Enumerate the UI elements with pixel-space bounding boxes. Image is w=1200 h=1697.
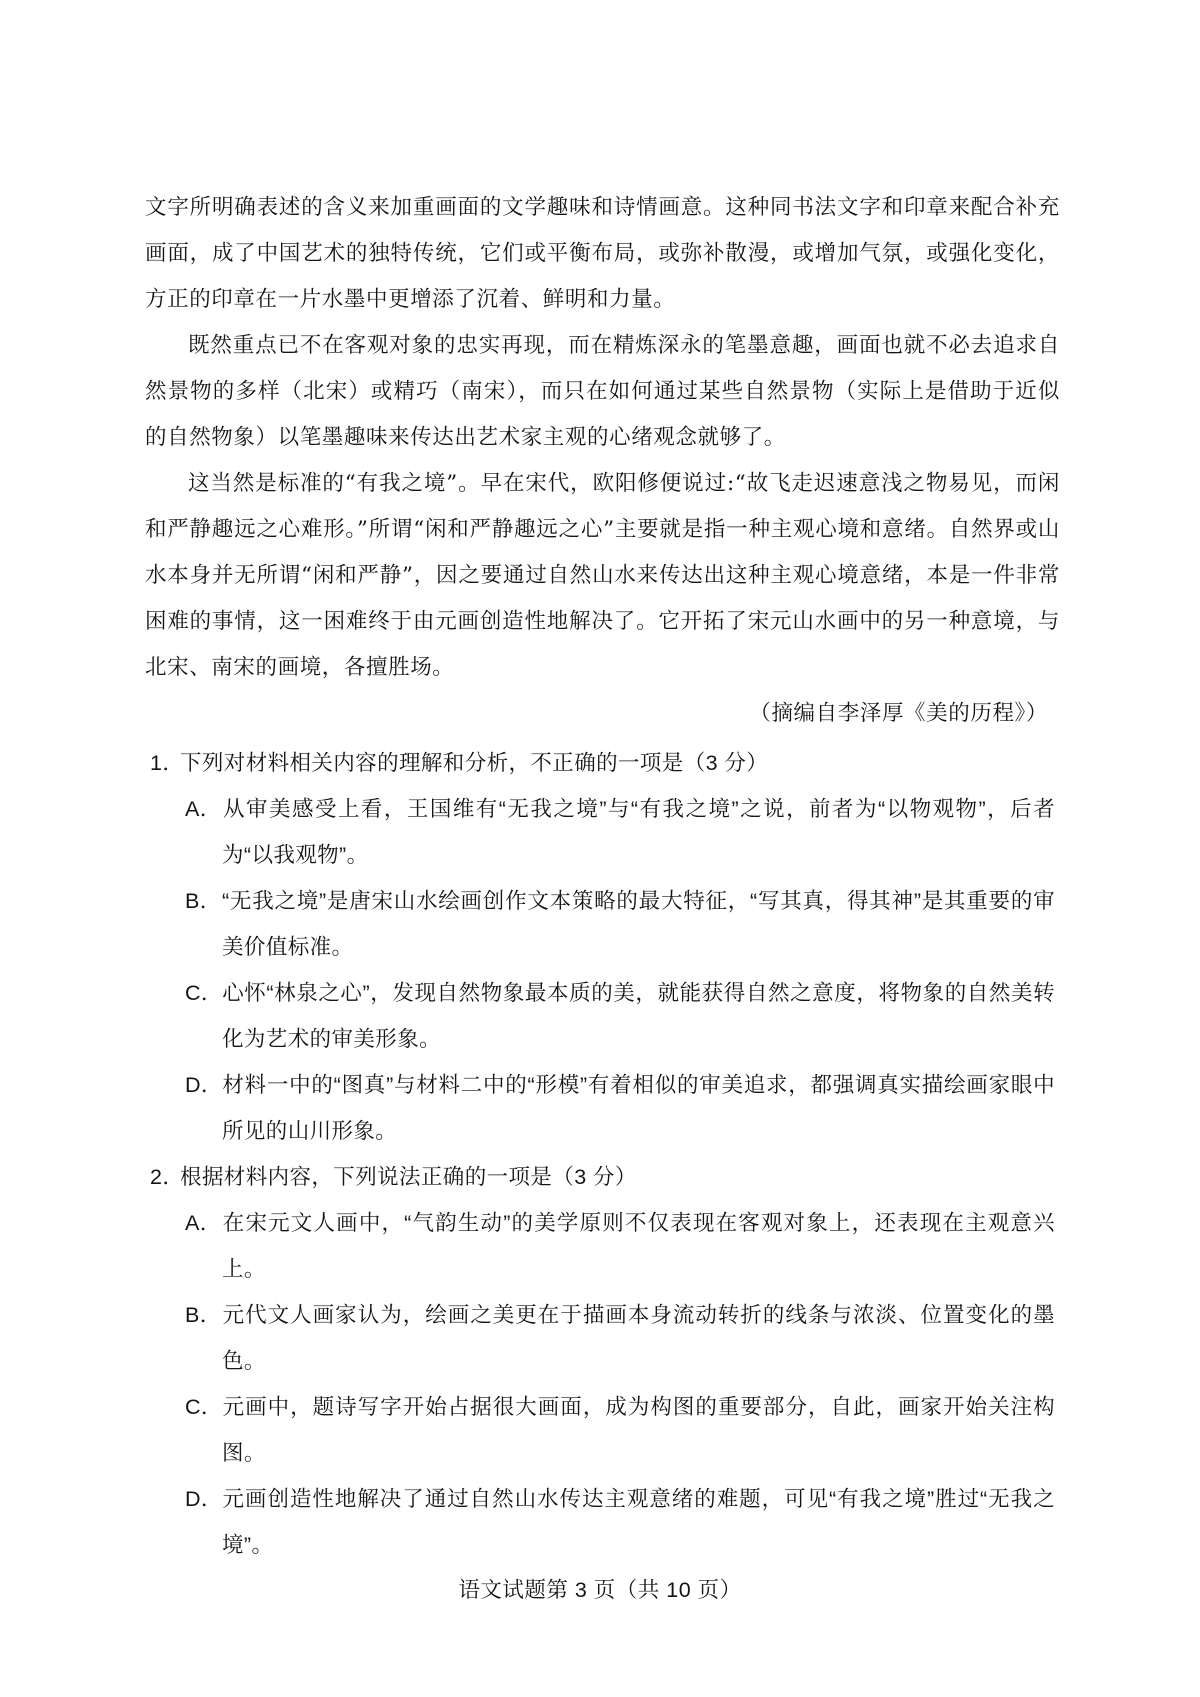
question-stem — [150, 740, 1055, 786]
option-text: 元画创造性地解决了通过自然山水传达主观意绪的难题，可见“有我之境”胜过“无我之境”。 — [222, 1487, 1055, 1557]
option-d[interactable] — [150, 1062, 1055, 1154]
option-text: 从审美感受上看，王国维有“无我之境”与“有我之境”之说，前者为“以物观物”，后者为“以我观物”。 — [222, 797, 1055, 867]
question-2 — [150, 1154, 1055, 1568]
option-c[interactable] — [150, 1384, 1055, 1476]
option-text: 心怀“林泉之心”，发现自然物象最本质的美，就能获得自然之意度，将物象的自然美转化为艺术的审美形象。 — [222, 981, 1055, 1051]
option-letter: B． — [185, 1303, 222, 1327]
page-footer: 语文试题第 3 页（共 10 页） — [458, 1578, 742, 1602]
option-letter: A． — [185, 797, 222, 821]
reading-passage — [145, 185, 1060, 737]
option-letter: B． — [185, 889, 222, 913]
question-text: 根据材料内容，下列说法正确的一项是（3 分） — [180, 1165, 637, 1189]
option-letter: C． — [185, 1395, 223, 1419]
option-text: 材料一中的“图真”与材料二中的“形模”有着相似的审美追求，都强调真实描绘画家眼中所见的山川形象。 — [222, 1073, 1055, 1143]
option-b[interactable] — [150, 878, 1055, 970]
option-letter: A． — [185, 1211, 222, 1235]
option-a[interactable] — [150, 786, 1055, 878]
option-letter: D． — [185, 1487, 223, 1511]
option-c[interactable] — [150, 970, 1055, 1062]
option-text: “无我之境”是唐宋山水绘画创作文本策略的最大特征，“写其真，得其神”是其重要的审美价值标准。 — [222, 889, 1055, 959]
question-1 — [150, 740, 1055, 1154]
question-number: 2． — [150, 1165, 185, 1189]
passage-paragraph-3: 这当然是标准的“有我之境”。早在宋代，欧阳修便说过:“故飞走迟速意浅之物易见，而闲和严静趣远之心难形。”所谓“闲和严静趣远之心”主要就是指一种主观心境和意绪。自然界或山水本身并无所谓“闲和严静”，因之要通过自然山水来传达出这种主观心境意绪，本是一件非常困难的事情，这一困难终于由元画创造性地解决了。它开拓了宋元山水画中的另一种意境，与北宋、南宋的画境，各擅胜场。 — [145, 471, 1060, 680]
option-d[interactable] — [150, 1476, 1055, 1568]
question-number: 1． — [150, 751, 185, 775]
question-stem — [150, 1154, 1055, 1200]
option-text: 元画中，题诗写字开始占据很大画面，成为构图的重要部分，自此，画家开始关注构图。 — [222, 1395, 1055, 1465]
option-letter: D． — [185, 1073, 223, 1097]
passage-paragraph-1: 文字所明确表述的含义来加重画面的文学趣味和诗情画意。这种同书法文字和印章来配合补充画面，成了中国艺术的独特传统，它们或平衡布局，或弥补散漫，或增加气氛，或强化变化，方正的印章在一片水墨中更增添了沉着、鲜明和力量。 — [145, 195, 1060, 312]
passage-paragraph-2: 既然重点已不在客观对象的忠实再现，而在精炼深永的笔墨意趣，画面也就不必去追求自然景物的多样（北宋）或精巧（南宋），而只在如何通过某些自然景物（实际上是借助于近似的自然物象）以笔墨趣味来传达出艺术家主观的心绪观念就够了。 — [145, 333, 1060, 450]
option-a[interactable] — [150, 1200, 1055, 1292]
question-text: 下列对材料相关内容的理解和分析，不正确的一项是（3 分） — [180, 751, 769, 775]
option-letter: C． — [185, 981, 223, 1005]
passage-source: （摘编自李泽厚《美的历程》） — [749, 701, 1048, 726]
option-b[interactable] — [150, 1292, 1055, 1384]
question-list — [150, 740, 1055, 1568]
option-text: 在宋元文人画中，“气韵生动”的美学原则不仅表现在客观对象上，还表现在主观意兴上。 — [222, 1211, 1055, 1281]
option-text: 元代文人画家认为，绘画之美更在于描画本身流动转折的线条与浓淡、位置变化的墨色。 — [222, 1303, 1055, 1373]
